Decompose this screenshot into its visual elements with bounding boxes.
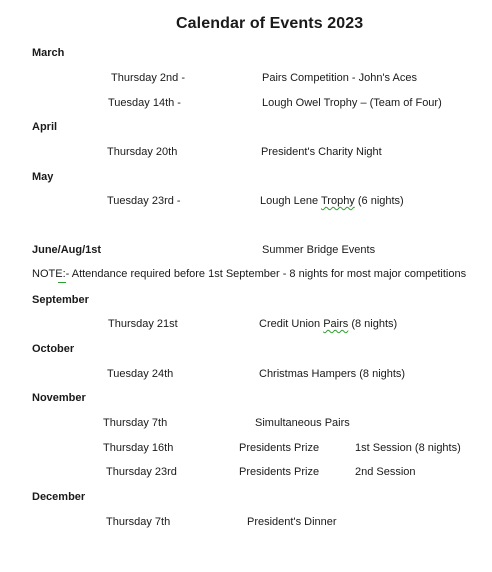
attendance-note xyxy=(32,268,466,280)
event-date: Tuesday 14th - xyxy=(108,97,181,109)
event-description: Presidents Prize xyxy=(239,442,320,454)
document-title: Calendar of Events 2023 xyxy=(176,15,364,32)
month-heading-june-aug: June/Aug/1st xyxy=(32,244,102,256)
spellcheck-underline-mark xyxy=(58,279,66,283)
event-description-part: Credit Union xyxy=(259,318,324,330)
event-date: Thursday 21st xyxy=(108,318,178,330)
event-description: Presidents Prize xyxy=(239,466,320,478)
event-description: Summer Bridge Events xyxy=(262,244,376,256)
month-heading-october: October xyxy=(32,343,75,355)
event-description-part: (6 nights) xyxy=(354,195,404,207)
event-date: Thursday 20th xyxy=(107,146,178,158)
event-date: Thursday 16th xyxy=(103,442,174,454)
note-label: NOTE xyxy=(32,268,63,280)
event-description: Lough Owel Trophy – (Team of Four) xyxy=(262,97,442,109)
event-description: Simultaneous Pairs xyxy=(255,417,350,429)
month-heading-april: April xyxy=(32,121,58,133)
month-heading-march: March xyxy=(32,47,65,59)
event-session: 1st Session (8 nights) xyxy=(355,442,461,454)
event-description: President's Charity Night xyxy=(261,146,382,158)
event-description-part: Lough Lene xyxy=(260,195,321,207)
event-date: Thursday 7th xyxy=(103,417,168,429)
event-description: Christmas Hampers (8 nights) xyxy=(259,368,406,380)
month-heading-may: May xyxy=(32,171,54,183)
event-description xyxy=(260,195,404,207)
spellcheck-underlined-word: Pairs xyxy=(323,318,349,330)
month-heading-september: September xyxy=(32,294,89,306)
month-heading-november: November xyxy=(32,392,86,404)
event-date: Thursday 2nd - xyxy=(111,72,185,84)
event-date: Tuesday 23rd - xyxy=(107,195,181,207)
note-text: :- Attendance required before 1st September - 8 nights for most major competitions xyxy=(62,268,467,280)
event-date: Tuesday 24th xyxy=(107,368,174,380)
spellcheck-underlined-word: Trophy xyxy=(320,195,355,207)
event-date: Thursday 23rd xyxy=(106,466,177,478)
event-description xyxy=(259,318,397,330)
event-date: Thursday 7th xyxy=(106,516,171,528)
month-heading-december: December xyxy=(32,491,86,503)
event-description: Pairs Competition - John's Aces xyxy=(262,72,417,84)
event-session: 2nd Session xyxy=(355,466,416,478)
event-description: President's Dinner xyxy=(247,516,337,528)
event-description-part: (8 nights) xyxy=(348,318,398,330)
